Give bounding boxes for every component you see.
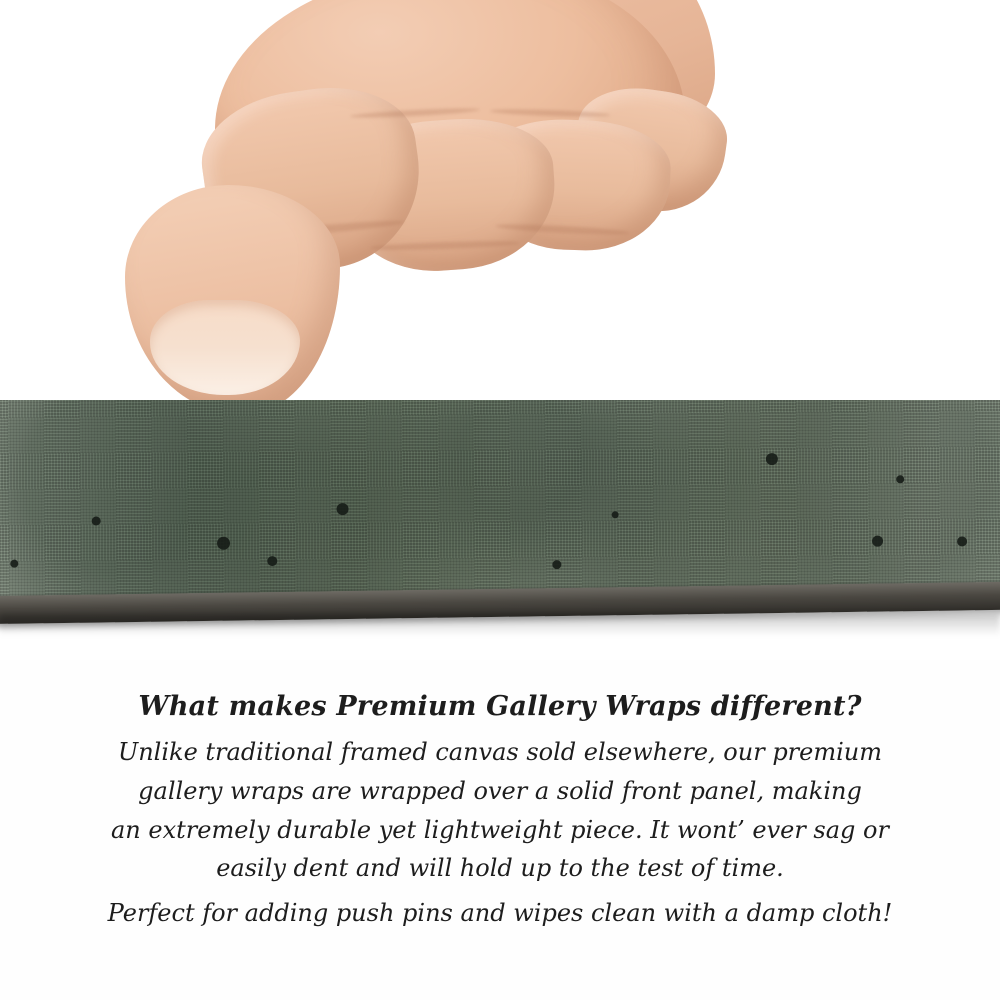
canvas-speck	[92, 516, 101, 525]
caption-closing-line: Perfect for adding push pins and wipes clean with a damp cloth!	[107, 899, 893, 928]
caption-headline: What makes Premium Gallery Wraps different?	[138, 691, 862, 722]
canvas-speck	[612, 511, 619, 518]
canvas-speck	[872, 536, 883, 547]
canvas-edge-strip	[0, 400, 1000, 640]
canvas-printed-face	[0, 400, 1000, 615]
caption-block	[0, 690, 1000, 933]
canvas-speck	[267, 556, 277, 566]
caption-line-2: gallery wraps are wrapped over a solid front panel, making	[138, 776, 862, 805]
canvas-speck	[957, 536, 967, 546]
canvas-weave-texture	[0, 400, 1000, 615]
canvas-drop-shadow	[0, 614, 1000, 636]
caption-line-4: easily dent and will hold up to the test of time.	[216, 854, 784, 883]
canvas-speck	[217, 537, 230, 550]
canvas-speck	[552, 560, 561, 569]
caption-line-3: an extremely durable yet lightweight piece. It wont’ ever sag or	[111, 815, 889, 844]
caption-line-1: Unlike traditional framed canvas sold elsewhere, our premium	[117, 737, 882, 766]
hand-illustration	[95, 0, 715, 430]
canvas-speck	[896, 475, 904, 483]
